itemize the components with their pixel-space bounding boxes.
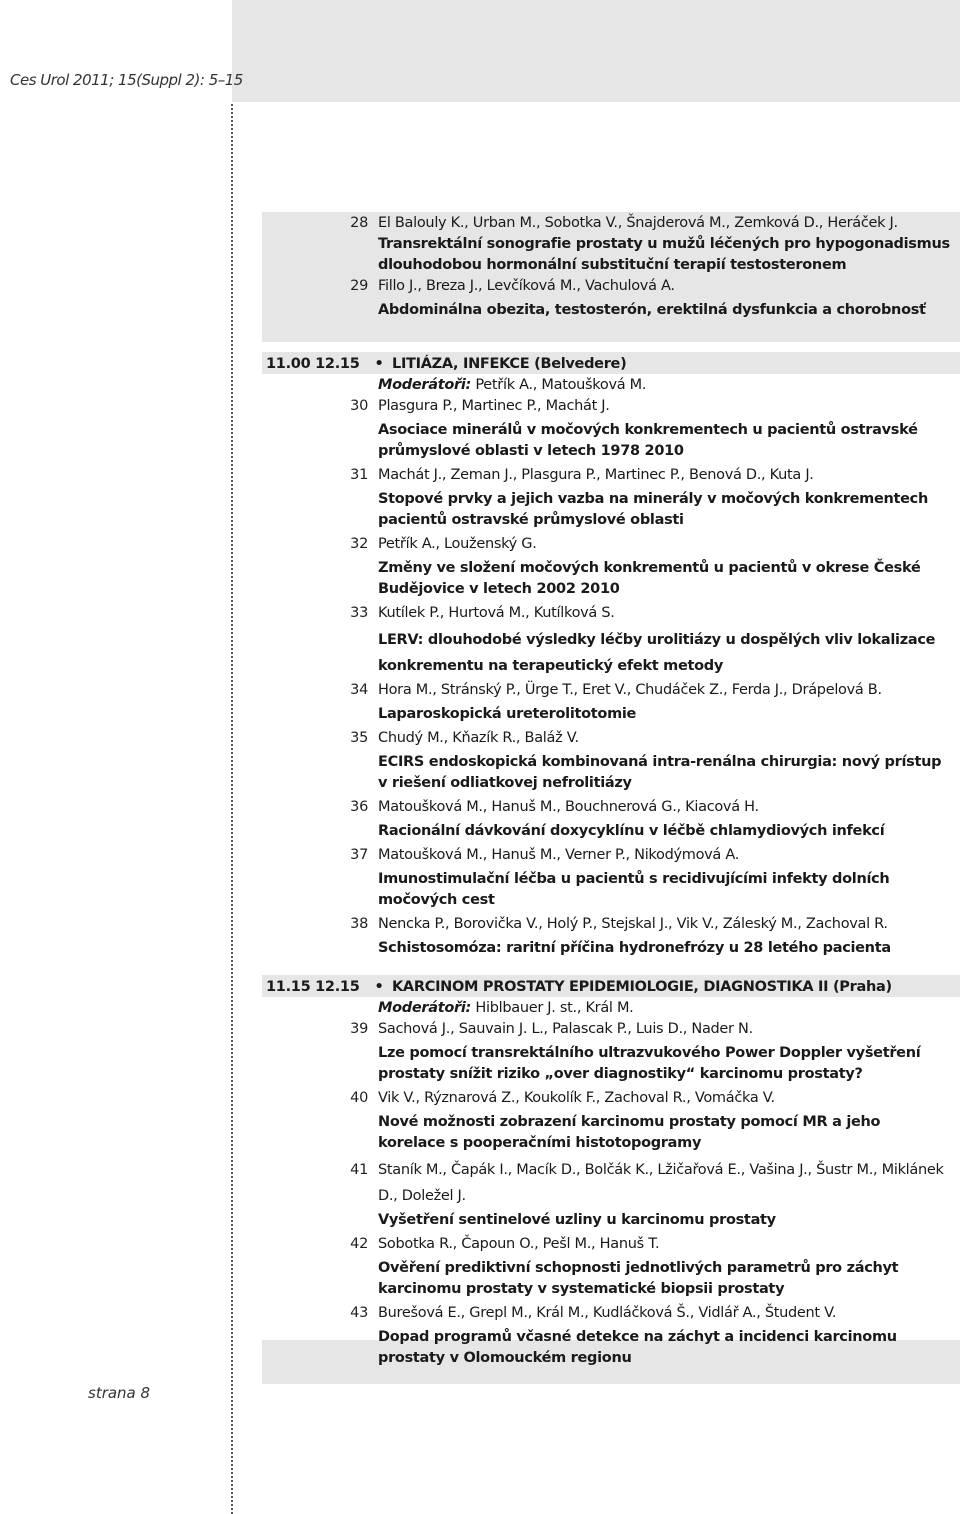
entry-authors: Vik V., Rýznarová Z., Koukolík F., Zachoval R., Vomáčka V. (378, 1090, 775, 1106)
section-heading (262, 353, 960, 375)
moderators-row (262, 998, 960, 1019)
entry-number: 30 (350, 398, 368, 414)
margin-divider (231, 104, 233, 1514)
entry-title: Abdominálna obezita, testosterón, erektilná dysfunkcia a chorobnosť (378, 302, 926, 318)
entry-authors: Kutílek P., Hurtová M., Kutílková S. (378, 605, 615, 621)
entry-number: 43 (350, 1305, 368, 1321)
entry-title-row (262, 234, 960, 276)
entry-title: Imunostimulační léčba u pacientů s recidivujícími infekty dolních močových cest (378, 871, 890, 908)
entry-authors: Chudý M., Kňazík R., Baláž V. (378, 730, 579, 746)
entry-authors: Staník M., Čapák I., Macík D., Bolčák K., Lžičařová E., Vašina J., Šustr M., Miklánek D., Doležel J. (378, 1162, 944, 1204)
moderators: Petřík A., Matoušková M. (471, 377, 647, 393)
entry-title: Racionální dávkování doxycyklínu v léčbě chlamydiových infekcí (378, 823, 885, 839)
entry-number: 36 (350, 799, 368, 815)
entry-number: 28 (350, 215, 368, 231)
entry-authors: El Balouly K., Urban M., Sobotka V., Šnajderová M., Zemková D., Heráček J. (378, 215, 898, 231)
header-band (232, 0, 960, 102)
entry-title: Nové možnosti zobrazení karcinomu prostaty pomocí MR a jeho korelace s pooperačními histotopogramy (378, 1114, 881, 1151)
entry-number: 37 (350, 847, 368, 863)
entry-title: Schistosomóza: raritní příčina hydronefrózy u 28 letého pacienta (378, 940, 891, 956)
entry-authors-row (262, 213, 960, 234)
entry-number: 41 (350, 1162, 368, 1178)
entry-number: 39 (350, 1021, 368, 1037)
entry-authors: Burešová E., Grepl M., Král M., Kudláčková Š., Vidlář A., Študent V. (378, 1305, 837, 1321)
entry-authors: Petřík A., Louženský G. (378, 536, 537, 552)
entry-authors: Sachová J., Sauvain J. L., Palascak P., Luis D., Nader N. (378, 1021, 753, 1037)
section-heading (262, 976, 960, 998)
entry-authors-row (262, 276, 960, 297)
entry-title: Transrektální sonografie prostaty u mužů léčených pro hypogonadismus dlouhodobou hormonální substituční terapií testosteronem (378, 236, 950, 273)
entry-number: 29 (350, 278, 368, 294)
entry-number: 38 (350, 916, 368, 932)
entry-authors: Plasgura P., Martinec P., Machát J. (378, 398, 610, 414)
section-title: LITIÁZA, INFEKCE (Belvedere) (392, 356, 627, 372)
entry-title: Změny ve složení močových konkrementů u pacientů v okrese České Budějovice v letech 2002 2010 (378, 560, 921, 597)
moderators: Hiblbauer J. st., Král M. (471, 1000, 634, 1016)
entry-title-row (262, 300, 960, 321)
entry-authors: Matoušková M., Hanuš M., Bouchnerová G., Kiacová H. (378, 799, 759, 815)
entry-number: 42 (350, 1236, 368, 1252)
entry-authors: Machát J., Zeman J., Plasgura P., Martinec P., Benová D., Kuta J. (378, 467, 814, 483)
entry-title: Dopad programů včasné detekce na záchyt a incidenci karcinomu prostaty v Olomouckém regionu (378, 1329, 897, 1366)
entry-title: ECIRS endoskopická kombinovaná intra-renálna chirurgia: nový prístup v riešení odliatkovej nefrolitiázy (378, 754, 942, 791)
entry-authors: Matoušková M., Hanuš M., Verner P., Nikodýmová A. (378, 847, 740, 863)
entry-authors: Nencka P., Borovička V., Holý P., Stejskal J., Vik V., Záleský M., Zachoval R. (378, 916, 888, 932)
top-entries (262, 213, 960, 321)
entry-title: Vyšetření sentinelové uzliny u karcinomu prostaty (378, 1212, 776, 1228)
bullet-icon: • (374, 356, 384, 372)
section-time: 11.00 12.15 (266, 356, 360, 372)
section-litiaza (262, 353, 960, 959)
page-number: strana 8 (88, 1384, 151, 1402)
moderators-row (262, 375, 960, 396)
entry-number: 33 (350, 605, 368, 621)
section-time: 11.15 12.15 (266, 979, 360, 995)
entry-title: Ověření prediktivní schopnosti jednotlivých parametrů pro záchyt karcinomu prostaty v systematické biopsii prostaty (378, 1260, 899, 1297)
entry-number: 40 (350, 1090, 368, 1106)
entry-number: 34 (350, 682, 368, 698)
entry-number: 31 (350, 467, 368, 483)
entry-number: 32 (350, 536, 368, 552)
bullet-icon: • (374, 979, 384, 995)
entry-number: 35 (350, 730, 368, 746)
entry-title: Laparoskopická ureterolitotomie (378, 706, 637, 722)
section-title: KARCINOM PROSTATY EPIDEMIOLOGIE, DIAGNOSTIKA II (Praha) (392, 979, 892, 995)
moderators-label: Moderátoři: (378, 1000, 472, 1016)
entry-title: Asociace minerálů v močových konkrementech u pacientů ostravské průmyslové oblasti v letech 1978 2010 (378, 422, 918, 459)
entry-authors: Hora M., Stránský P., Ürge T., Eret V., Chudáček Z., Ferda J., Drápelová B. (378, 682, 882, 698)
entry-authors: Fillo J., Breza J., Levčíková M., Vachulová A. (378, 278, 675, 294)
entry-title: Lze pomocí transrektálního ultrazvukového Power Doppler vyšetření prostaty snížit riziko „over diagnostiky“ karcinomu prostaty? (378, 1045, 921, 1082)
entry-authors: Sobotka R., Čapoun O., Pešl M., Hanuš T. (378, 1236, 660, 1252)
entry-title: LERV: dlouhodobé výsledky léčby urolitiázy u dospělých vliv lokalizace konkrementu na terapeutický efekt metody (378, 632, 936, 674)
moderators-label: Moderátoři: (378, 377, 472, 393)
section-karcinom (262, 976, 960, 1369)
entry-title: Stopové prvky a jejich vazba na minerály v močových konkrementech pacientů ostravské průmyslové oblasti (378, 491, 928, 528)
journal-reference: Ces Urol 2011; 15(Suppl 2): 5–15 (10, 71, 243, 89)
